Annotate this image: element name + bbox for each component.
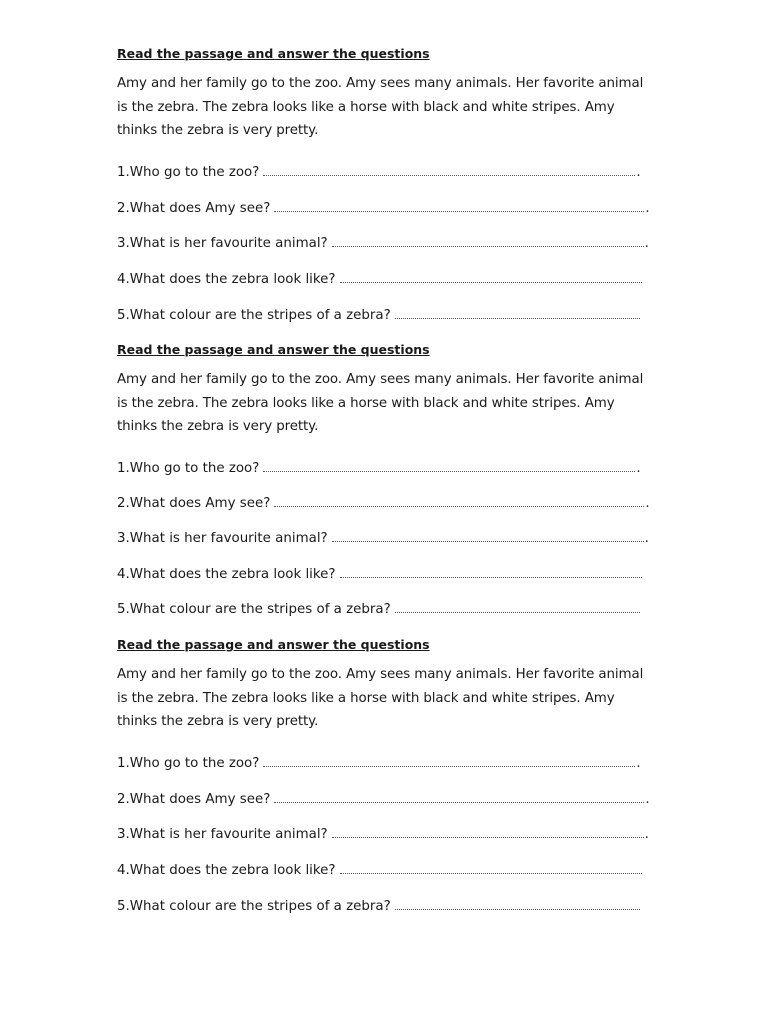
section-heading: Read the passage and answer the questions [117,637,430,652]
answer-line[interactable] [395,899,640,910]
section-heading: Read the passage and answer the questions [117,46,430,61]
reading-passage: Amy and her family go to the zoo. Amy sees many animals. Her favorite animal is the zebra. The zebra looks like a horse with black and white stripes. Amy thinks the zebra is very pretty. [117,667,644,729]
reading-passage: Amy and her family go to the zoo. Amy sees many animals. Her favorite animal is the zebra. The zebra looks like a horse with black and white stripes. Amy thinks the zebra is very pretty. [117,372,644,434]
answer-line[interactable] [263,165,635,176]
question-3 [117,826,649,844]
question-text: 5.What colour are the stripes of a zebra? [117,308,391,323]
answer-line[interactable] [340,567,642,578]
answer-line-end: . [644,827,649,842]
question-text: 1.Who go to the zoo? [117,165,260,180]
question-text: 4.What does the zebra look like? [117,567,336,582]
answer-line[interactable] [395,308,640,319]
question-1 [117,164,641,182]
question-text: 3.What is her favourite animal? [117,827,328,842]
answer-line-end: . [645,496,650,511]
question-3 [117,530,649,548]
section-heading: Read the passage and answer the questions [117,342,430,357]
answer-line-end: . [644,236,649,251]
question-text: 2.What does Amy see? [117,201,271,216]
question-text: 2.What does Amy see? [117,496,271,511]
answer-line[interactable] [340,272,642,283]
question-5 [117,898,641,916]
question-2 [117,200,650,218]
reading-passage: Amy and her family go to the zoo. Amy sees many animals. Her favorite animal is the zebra. The zebra looks like a horse with black and white stripes. Amy thinks the zebra is very pretty. [117,76,644,138]
question-text: 3.What is her favourite animal? [117,531,328,546]
answer-line[interactable] [395,602,640,613]
answer-line[interactable] [332,531,644,542]
question-4 [117,862,643,880]
question-4 [117,271,643,289]
question-text: 2.What does Amy see? [117,792,271,807]
answer-line[interactable] [263,461,635,472]
question-5 [117,307,641,325]
question-5 [117,601,641,619]
question-text: 5.What colour are the stripes of a zebra? [117,899,391,914]
worksheet-section-1 [117,46,652,323]
answer-line[interactable] [332,236,644,247]
question-text: 1.Who go to the zoo? [117,756,260,771]
answer-line-end: . [636,461,641,476]
question-2 [117,495,650,513]
answer-line-end: . [645,201,650,216]
answer-line-end: . [644,531,649,546]
answer-line[interactable] [332,827,644,838]
answer-line-end: . [636,165,641,180]
question-3 [117,235,649,253]
question-text: 3.What is her favourite animal? [117,236,328,251]
answer-line[interactable] [263,756,635,767]
worksheet-section-3 [117,637,652,914]
answer-line-end: . [645,792,650,807]
question-4 [117,566,643,584]
question-text: 4.What does the zebra look like? [117,272,336,287]
question-1 [117,460,641,478]
answer-line-end: . [636,756,641,771]
worksheet-section-2 [117,342,652,617]
answer-line[interactable] [274,201,644,212]
answer-line[interactable] [274,496,644,507]
question-2 [117,791,650,809]
answer-line[interactable] [340,863,642,874]
answer-line[interactable] [274,792,644,803]
question-text: 4.What does the zebra look like? [117,863,336,878]
question-1 [117,755,641,773]
question-text: 1.Who go to the zoo? [117,461,260,476]
question-text: 5.What colour are the stripes of a zebra? [117,602,391,617]
